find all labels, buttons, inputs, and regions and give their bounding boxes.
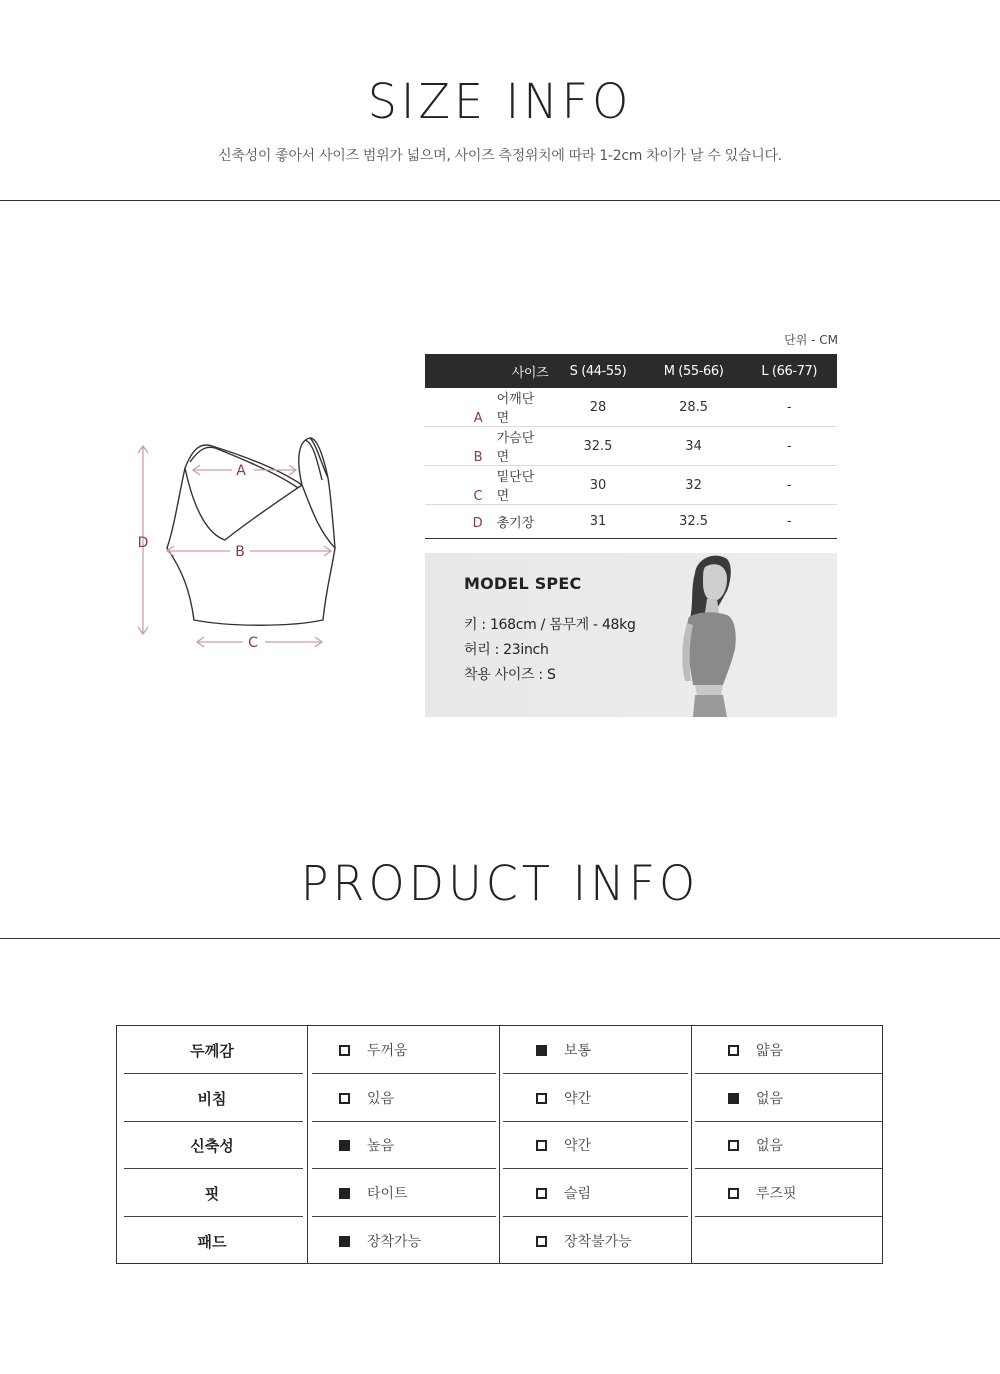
option-normal: [536, 1040, 591, 1060]
grid-row-divider: [695, 1168, 882, 1169]
size-info-title: SIZE INFO: [367, 72, 633, 130]
grid-row-divider: [312, 1168, 496, 1169]
option-slight: [536, 1135, 591, 1155]
grid-column-divider: [307, 1026, 308, 1263]
grid-row-divider: [695, 1216, 882, 1217]
table-cell: -: [741, 427, 837, 466]
option-thick: [339, 1040, 408, 1060]
table-cell: 32.5: [550, 427, 646, 466]
checkbox-checked-icon: [339, 1188, 350, 1199]
size-table-header: S (44-55): [550, 354, 646, 388]
table-row: [425, 427, 837, 466]
divider: [0, 938, 1000, 939]
checkbox-checked-icon: [728, 1093, 739, 1104]
checkbox-checked-icon: [339, 1140, 350, 1151]
grid-row-divider: [503, 1073, 688, 1074]
model-photo: [675, 553, 785, 717]
option-label: 슬림: [564, 1186, 592, 1202]
table-cell: [425, 505, 550, 539]
option-none: [728, 1135, 783, 1155]
option-label: 없음: [756, 1091, 784, 1107]
row-label-sheerness: 비침: [197, 1090, 227, 1108]
option-label: 장착가능: [367, 1234, 422, 1250]
table-cell: 28.5: [646, 388, 742, 427]
row-label-thickness: 두께감: [190, 1042, 234, 1060]
option-label: 약간: [564, 1091, 592, 1107]
row-letter: A: [473, 411, 483, 426]
diagram-label-c: C: [248, 635, 258, 651]
diagram-label-a: A: [236, 463, 246, 479]
checkbox-icon: [339, 1093, 350, 1104]
grid-row-divider: [503, 1121, 688, 1122]
grid-row-divider: [312, 1121, 496, 1122]
table-cell: 32: [646, 466, 742, 505]
option-high: [339, 1135, 394, 1155]
table-cell: [425, 466, 550, 505]
size-table-header: M (55-66): [646, 354, 742, 388]
option-label: 없음: [756, 1138, 784, 1154]
grid-row-divider: [503, 1168, 688, 1169]
table-cell: 34: [646, 427, 742, 466]
table-cell: 31: [550, 505, 646, 539]
checkbox-icon: [728, 1188, 739, 1199]
row-letter: B: [473, 450, 483, 465]
size-header-label: 사이즈: [511, 365, 549, 381]
checkbox-icon: [536, 1188, 547, 1199]
option-label: 루즈핏: [756, 1186, 797, 1202]
checkbox-icon: [536, 1093, 547, 1104]
table-row: [425, 466, 837, 505]
grid-row-divider: [695, 1121, 882, 1122]
option-slight: [536, 1088, 591, 1108]
row-letter: D: [472, 515, 483, 531]
row-letter: C: [473, 489, 483, 504]
grid-column-divider: [499, 1026, 500, 1263]
option-tight: [339, 1183, 408, 1203]
option-label: 두꺼움: [367, 1043, 408, 1059]
option-label: 보통: [564, 1043, 592, 1059]
checkbox-icon: [339, 1045, 350, 1056]
option-yes: [339, 1088, 394, 1108]
product-info-title: PRODUCT INFO: [300, 854, 700, 912]
model-spec-title: MODEL SPEC: [464, 574, 582, 593]
option-label: 약간: [564, 1138, 592, 1154]
table-cell: 32.5: [646, 505, 742, 539]
option-none: [728, 1088, 783, 1108]
row-name: 밑단단면: [496, 470, 535, 504]
size-info-subtitle: 신축성이 좋아서 사이즈 범위가 넓으며, 사이즈 측정위치에 따라 1-2cm 차이가 날 수 있습니다.: [218, 148, 782, 164]
grid-row-divider: [124, 1073, 303, 1074]
option-label: 있음: [367, 1091, 395, 1107]
table-cell: 28: [550, 388, 646, 427]
table-cell: -: [741, 388, 837, 427]
product-info-grid: [116, 1025, 883, 1264]
option-loose: [728, 1183, 797, 1203]
table-cell: [425, 427, 550, 466]
diagram-label-d: D: [137, 535, 149, 551]
table-cell: 30: [550, 466, 646, 505]
row-label-elasticity: 신축성: [190, 1137, 234, 1155]
option-pad-unavailable: [536, 1231, 632, 1251]
checkbox-checked-icon: [536, 1045, 547, 1056]
model-spec-box: [425, 553, 837, 717]
option-pad-available: [339, 1231, 421, 1251]
option-label: 장착불가능: [564, 1234, 632, 1250]
divider: [0, 200, 1000, 201]
grid-column-divider: [691, 1026, 692, 1263]
option-label: 얇음: [756, 1043, 784, 1059]
grid-row-divider: [312, 1073, 496, 1074]
size-table-header: L (66-77): [741, 354, 837, 388]
size-table-header-size: [425, 354, 635, 388]
row-name: 가슴단면: [496, 431, 535, 465]
checkbox-checked-icon: [339, 1236, 350, 1247]
unit-label: 단위 - CM: [784, 333, 838, 347]
grid-row-divider: [312, 1216, 496, 1217]
checkbox-icon: [536, 1236, 547, 1247]
table-cell: -: [741, 505, 837, 539]
grid-row-divider: [124, 1168, 303, 1169]
row-name: 총기장: [496, 515, 535, 531]
checkbox-icon: [536, 1140, 547, 1151]
model-waist: 허리 : 23inch: [464, 642, 549, 658]
table-cell: -: [741, 466, 837, 505]
option-slim: [536, 1183, 591, 1203]
checkbox-icon: [728, 1045, 739, 1056]
grid-row-divider: [503, 1216, 688, 1217]
diagram-label-b: B: [235, 544, 245, 560]
row-label-fit: 핏: [204, 1185, 220, 1203]
garment-measurement-diagram: [130, 430, 350, 660]
option-label: 높음: [367, 1138, 395, 1154]
model-height-weight: 키 : 168cm / 몸무게 - 48kg: [464, 617, 636, 633]
option-thin: [728, 1040, 783, 1060]
row-name: 어깨단면: [496, 392, 535, 426]
grid-row-divider: [695, 1073, 882, 1074]
checkbox-icon: [728, 1140, 739, 1151]
table-row: [425, 505, 837, 539]
grid-row-divider: [124, 1216, 303, 1217]
table-row: [425, 388, 837, 427]
table-cell: [425, 388, 550, 427]
row-label-pad: 패드: [197, 1233, 227, 1251]
grid-row-divider: [124, 1121, 303, 1122]
option-label: 타이트: [367, 1186, 408, 1202]
model-size: 착용 사이즈 : S: [464, 667, 556, 683]
